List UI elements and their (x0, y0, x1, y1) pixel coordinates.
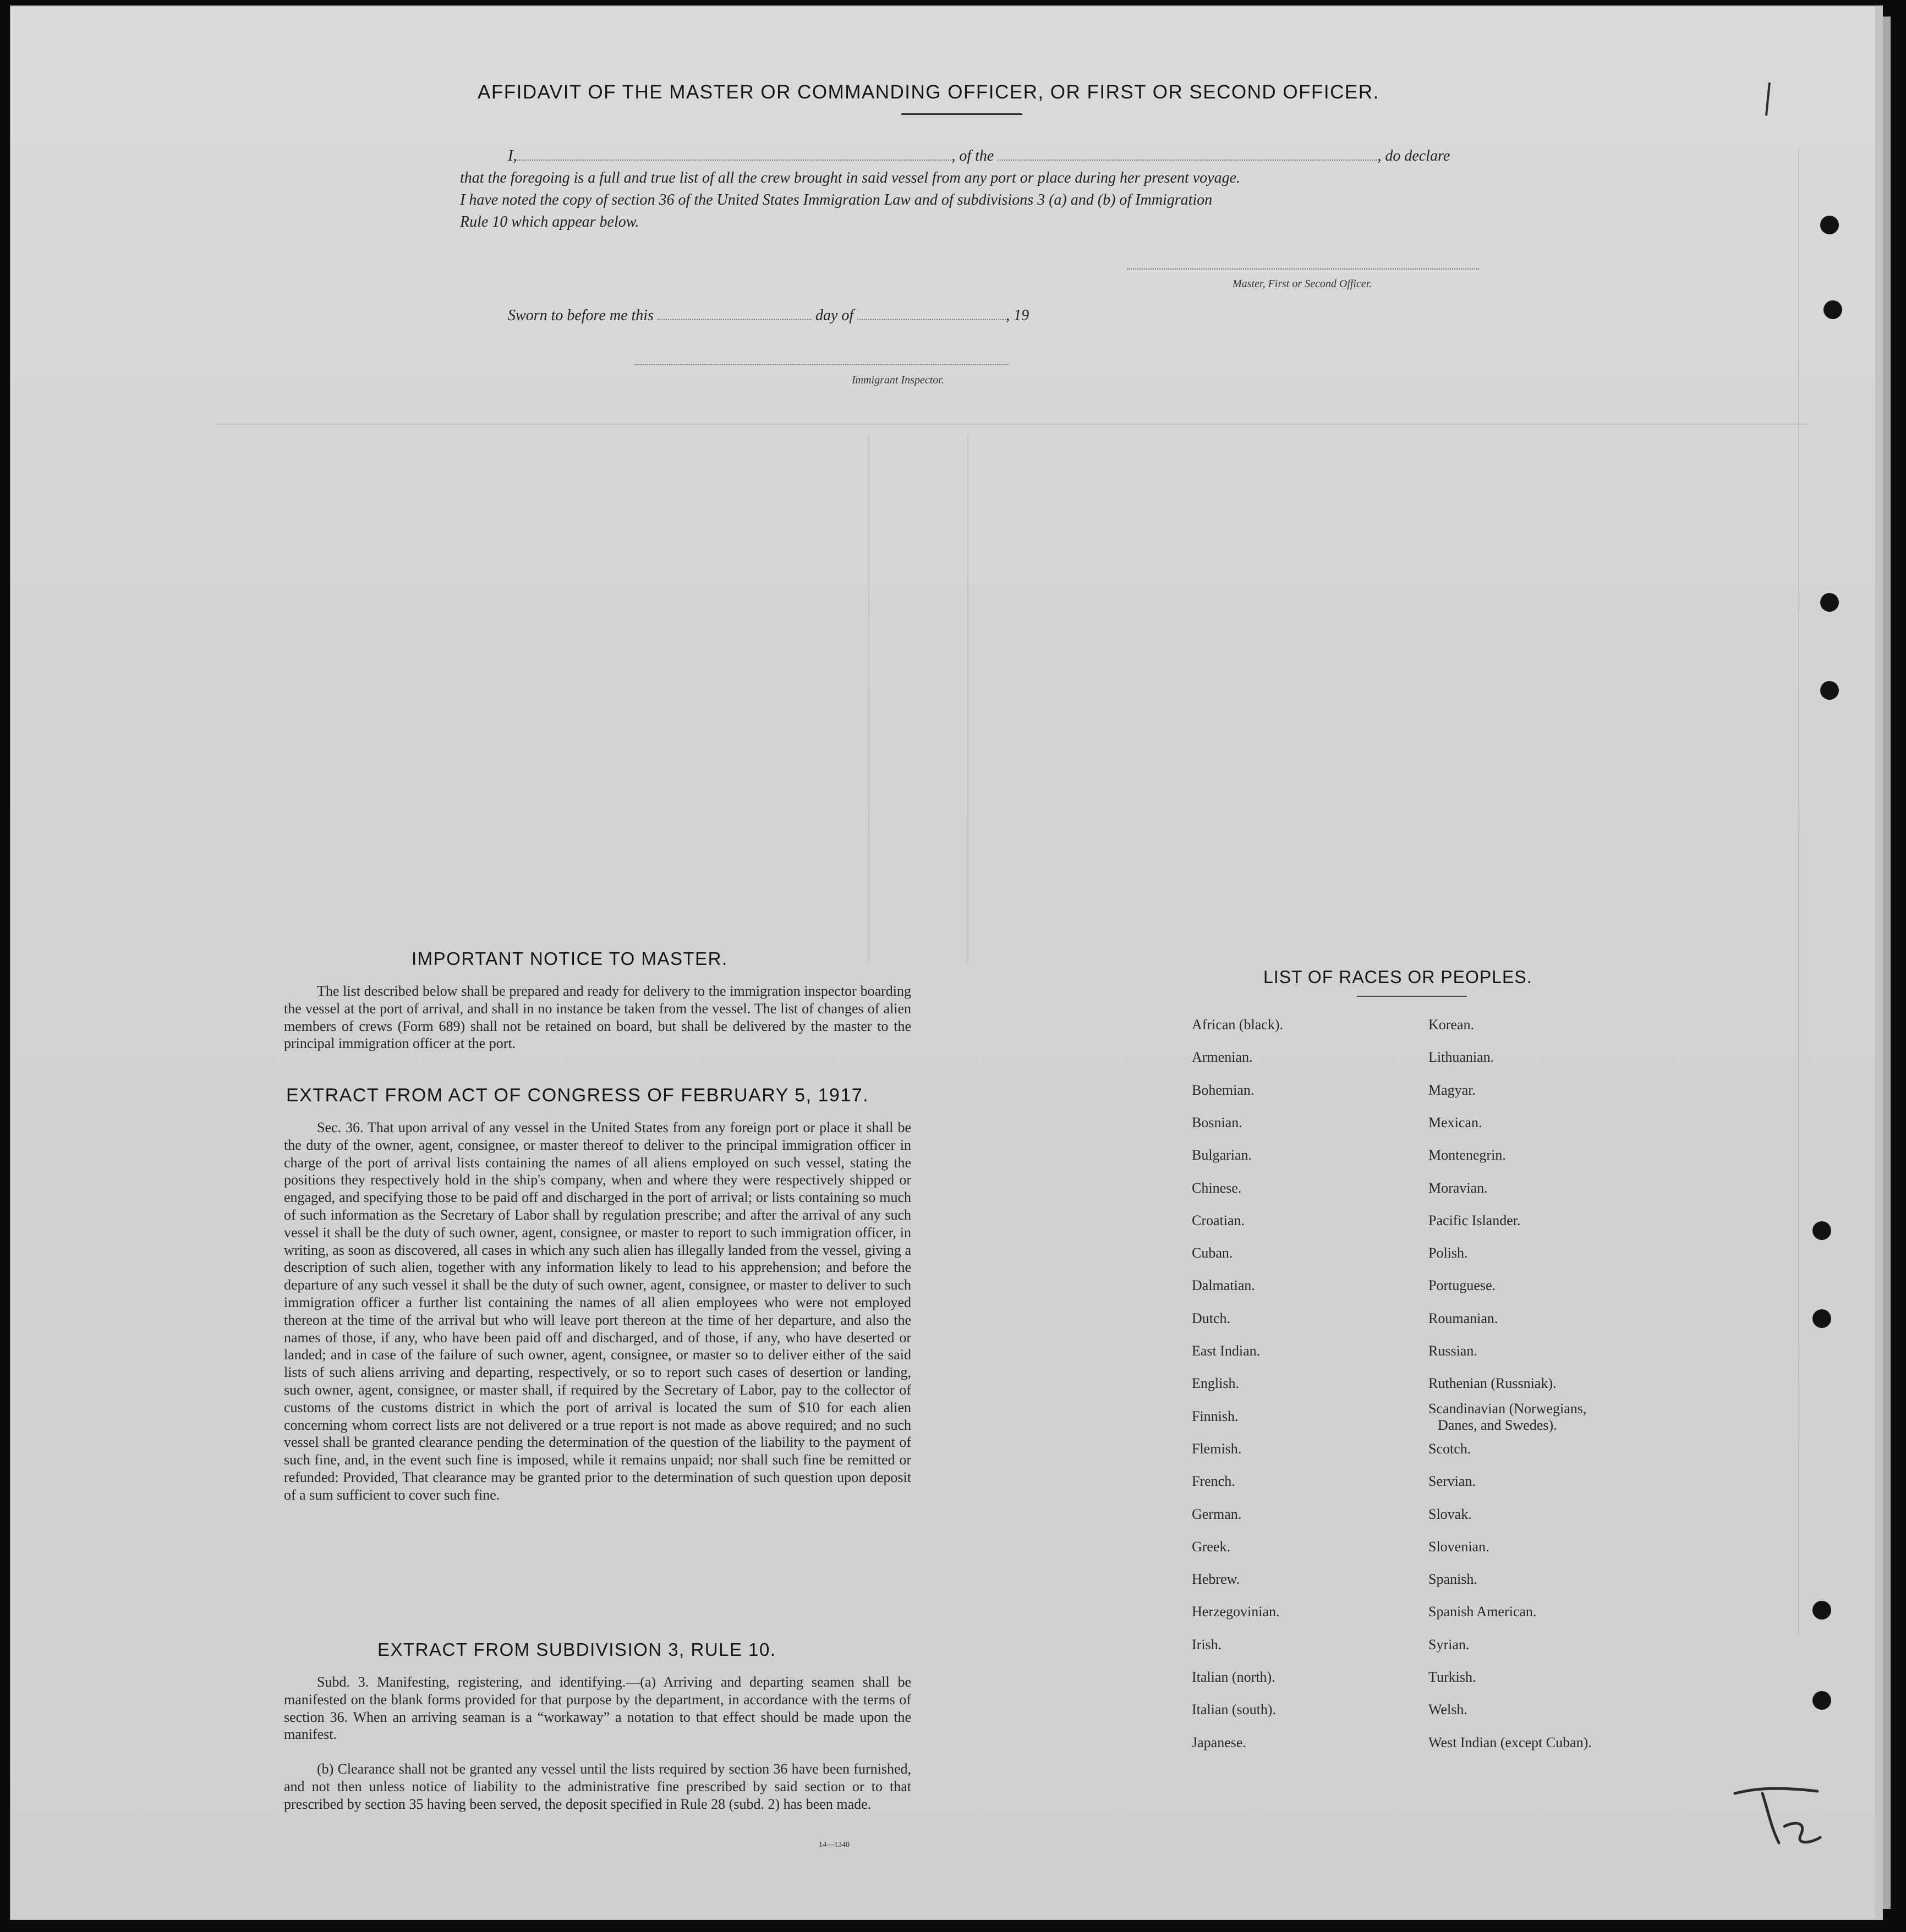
sworn-line (508, 307, 1029, 325)
race-item: Bulgarian. (1192, 1147, 1252, 1163)
race-item: Cuban. (1192, 1245, 1233, 1261)
document-page (10, 6, 1881, 1920)
notice-text: The list described below shall be prepared and ready for delivery to the immigration inspector boarding the vessel at the port of arrival, and shall in no instance be taken from the vessel. The list of changes of alien members of crews (Form 689) shall not be retained on board, but shall be delivered by the master to the principal immigration officer at the port. (284, 983, 911, 1052)
officer-signature-label: Master, First or Second Officer. (1233, 278, 1372, 290)
race-item: Herzegovinian. (1192, 1604, 1280, 1620)
rule-extract-subd-b: (b) Clearance shall not be granted any vessel until the lists required by section 36 have been furnished, and not then unless notice of liability to the administrative fine prescribed by said section or to that prescribed by section 35 having been served, the deposit specified in Rule 28 (subd. 2) has been made. (284, 1761, 911, 1812)
binder-hole (1820, 593, 1839, 612)
of-the-text: , of the (951, 147, 994, 164)
affidavit-line-3: I have noted the copy of section 36 of the United States Immigration Law and of subdivisions 3 (a) and (b) of Immigration (460, 191, 1213, 208)
binder-hole (1812, 1691, 1831, 1710)
race-item: Armenian. (1192, 1049, 1253, 1066)
title-rule (901, 113, 1022, 115)
race-item: Bohemian. (1192, 1082, 1255, 1098)
vessel-name-blank (998, 147, 1377, 161)
affidavit-line-2: that the foregoing is a full and true list of all the crew brought in said vessel from any port or place during her present voyage. (460, 169, 1241, 186)
race-item: Hebrew. (1192, 1571, 1240, 1588)
race-item: Portuguese. (1428, 1277, 1496, 1294)
race-item: African (black). (1192, 1017, 1284, 1033)
day-of-text: day of (815, 307, 854, 324)
race-item: Magyar. (1428, 1082, 1476, 1098)
binder-hole (1812, 1601, 1831, 1620)
races-heading-rule (1357, 996, 1467, 997)
binder-hole (1812, 1221, 1831, 1240)
race-item: German. (1192, 1506, 1242, 1522)
race-item: Greek. (1192, 1538, 1231, 1555)
binder-hole (1820, 216, 1839, 234)
affidavit-declaration-line (508, 147, 1450, 165)
races-heading: LIST OF RACES OR PEOPLES. (1263, 967, 1532, 987)
inspector-signature-blank (634, 364, 1009, 365)
affidavit-title: AFFIDAVIT OF THE MASTER OR COMMANDING OFFICER, OR FIRST OR SECOND OFFICER. (478, 81, 1379, 103)
binder-hole (1823, 300, 1842, 319)
bleed-through-rule (868, 435, 869, 963)
act-extract-text: Sec. 36. That upon arrival of any vessel in the United States from any foreign port or place it shall be the duty of the owner, agent, consignee, or master thereof to deliver to the principal immigration officer in charge of the port of arrival lists containing the names of all aliens employed on such vessel, stating the positions they respectively hold in the ship's company, when and where they were respectively shipped or engaged, and specifying those to be paid off and discharged in the port of arrival; or lists containing so much of such information as the Secretary of Labor shall by regulation prescribe; and after the arrival of any such vessel it shall be the duty of such owner, agent, consignee, or master to report to such immigration officer, in writing, as soon as discovered, all cases in which any such alien has illegally landed from the vessel, giving a description of such alien, together with any information likely to lead to his apprehension; and before the departure of any such vessel it shall be the duty of such owner, agent, consignee, or master to deliver to such immigration officer a further list containing the names of all alien employees who were not employed thereon at the time of the arrival but who will leave port thereon at the time of her departure, and also the names of those, if any, who have been paid off and discharged, and of those, if any, who have deserted or landed; and in case of the failure of such owner, agent, consignee, or master so to deliver either of the said lists of such aliens arriving and departing, respectively, or so to report such cases of desertion or landing, such owner, agent, consignee, or master shall, if required by the Secretary of Labor, pay to the collector of customs of the customs district in which the port of arrival is located the sum of $10 for each alien concerning whom correct lists are not delivered or a true report is not made as above required; and no such vessel shall be granted clearance pending the determination of the question of the liability to the payment of such fine, and, in the event such fine is imposed, while it remains unpaid; nor shall such fine be remitted or refunded: Provided, That clearance may be granted prior to the determination of such question upon deposit of a sum sufficient to cover such fine. (284, 1119, 911, 1503)
race-item: Italian (south). (1192, 1702, 1277, 1718)
race-item: Syrian. (1428, 1636, 1470, 1653)
declarant-prefix: I, (508, 147, 517, 164)
race-item: Spanish. (1428, 1571, 1477, 1588)
race-item: Pacific Islander. (1428, 1212, 1521, 1228)
race-item: Chinese. (1192, 1179, 1242, 1196)
race-item: Dutch. (1192, 1310, 1231, 1326)
race-item: Croatian. (1192, 1212, 1245, 1228)
race-item: Welsh. (1428, 1702, 1467, 1718)
race-item: Turkish. (1428, 1669, 1476, 1685)
inspector-label: Immigrant Inspector. (852, 374, 944, 386)
form-number: 14—1340 (819, 1841, 850, 1849)
notice-heading: IMPORTANT NOTICE TO MASTER. (412, 948, 728, 969)
binder-hole (1820, 681, 1839, 700)
race-item: Lithuanian. (1428, 1049, 1494, 1066)
race-item: Moravian. (1428, 1179, 1488, 1196)
sworn-day-blank (658, 307, 812, 320)
declarant-name-blank (517, 147, 951, 161)
race-item: French. (1192, 1473, 1235, 1490)
bleed-through-rule (1798, 149, 1799, 1634)
sworn-text: Sworn to before me this (508, 307, 654, 324)
binder-hole (1812, 1309, 1831, 1328)
race-item: Dalmatian. (1192, 1277, 1255, 1294)
race-item: Polish. (1428, 1245, 1468, 1261)
corner-mark-icon (1760, 77, 1782, 127)
affidavit-line-4: Rule 10 which appear below. (460, 213, 639, 230)
race-item: Scandinavian (Norwegians, (1428, 1400, 1587, 1417)
race-item: Slovak. (1428, 1506, 1472, 1522)
race-item: Ruthenian (Russniak). (1428, 1375, 1557, 1392)
year-prefix-text: , 19 (1006, 307, 1029, 324)
officer-signature-blank (1127, 268, 1479, 270)
race-item: Bosnian. (1192, 1114, 1242, 1130)
sworn-month-blank (857, 307, 1006, 320)
race-item: Spanish American. (1428, 1604, 1537, 1620)
bleed-through-rule (967, 435, 968, 963)
page-edge (1875, 6, 1883, 1920)
do-declare-text: , do declare (1377, 147, 1450, 164)
rule-extract-heading: EXTRACT FROM SUBDIVISION 3, RULE 10. (377, 1639, 776, 1660)
race-item: Italian (north). (1192, 1669, 1275, 1685)
handwritten-mark-icon (1724, 1771, 1834, 1854)
page-edge-stack (1883, 17, 1891, 1909)
race-item: English. (1192, 1375, 1239, 1392)
race-item: Finnish. (1192, 1408, 1239, 1424)
race-item: Scotch. (1428, 1440, 1471, 1457)
race-item: West Indian (except Cuban). (1428, 1734, 1592, 1750)
race-item: Russian. (1428, 1343, 1477, 1359)
race-item: Montenegrin. (1428, 1147, 1506, 1163)
race-item: Irish. (1192, 1636, 1222, 1653)
race-item: Mexican. (1428, 1114, 1482, 1130)
race-item: Flemish. (1192, 1440, 1242, 1457)
race-item: Japanese. (1192, 1734, 1246, 1750)
race-item: Korean. (1428, 1017, 1475, 1033)
race-item: Slovenian. (1428, 1538, 1489, 1555)
race-item-continuation: Danes, and Swedes). (1438, 1417, 1557, 1433)
race-item: Servian. (1428, 1473, 1476, 1490)
rule-extract-subd-a: Subd. 3. Manifesting, registering, and identifying.—(a) Arriving and departing seamen shall be manifested on the blank forms provided for that purpose by the department, in accordance with the terms of section 36. When an arriving seaman is a “workaway” a notation to that effect should be made upon the manifest. (284, 1674, 911, 1743)
bleed-through-rule (213, 424, 1809, 425)
race-item: East Indian. (1192, 1343, 1261, 1359)
race-item: Roumanian. (1428, 1310, 1498, 1326)
act-extract-heading: EXTRACT FROM ACT OF CONGRESS OF FEBRUARY 5, 1917. (286, 1085, 869, 1106)
